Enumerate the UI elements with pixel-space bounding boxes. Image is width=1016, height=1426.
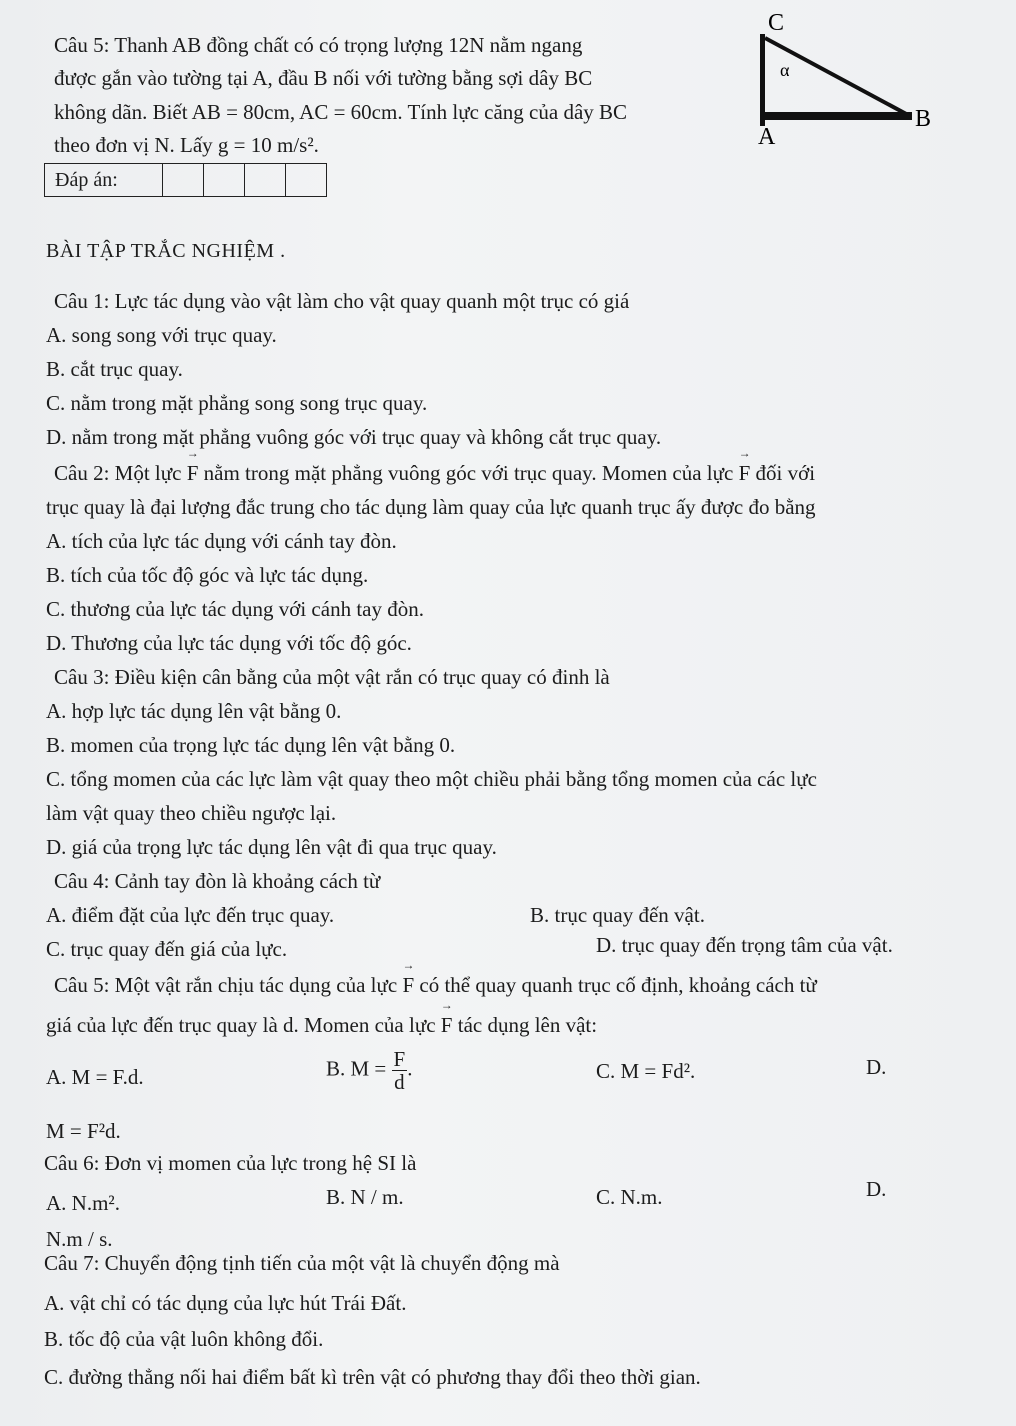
q5-stem-line-1: Câu 5: Một vật rắn chịu tác dụng của lực → F có thể quay quanh trục cố định, khoảng cách từ [54, 972, 817, 998]
q1-option-c: C. nằm trong mặt phẳng song song trục quay. [46, 391, 428, 415]
force-vector: → F [187, 460, 199, 486]
q6-option-d-value: N.m / s. [46, 1227, 113, 1251]
answer-cell[interactable] [245, 164, 286, 196]
q2-option-d: D. Thương của lực tác dụng với tốc độ góc. [46, 631, 412, 655]
label-a: A [758, 124, 776, 150]
q7-option-b: B. tốc độ của vật luôn không đổi. [44, 1327, 324, 1351]
q4-option-d: D. trục quay đến trọng tâm của vật. [596, 933, 893, 957]
answer-cell[interactable] [204, 164, 245, 196]
q4-option-a: A. điểm đặt của lực đến trục quay. [46, 903, 335, 927]
q2-option-a: A. tích của lực tác dụng với cánh tay đòn. [46, 529, 397, 553]
q2-option-c: C. thương của lực tác dụng với cánh tay đòn. [46, 597, 424, 621]
q7-option-a: A. vật chỉ có tác dụng của lực hút Trái Đất. [44, 1291, 407, 1315]
q5-stem-line-2: giá của lực đến trục quay là d. Momen của lực → F tác dụng lên vật: [46, 1012, 597, 1038]
q5-option-c: C. M = Fd². [596, 1059, 696, 1083]
q3-option-c-line-2: làm vật quay theo chiều ngược lại. [46, 801, 337, 825]
rod-wall-diagram [750, 4, 940, 154]
q1-option-b: B. cắt trục quay. [46, 357, 183, 381]
q5-essay-line-1: Câu 5: Thanh AB đồng chất có có trọng lượng 12N nằm ngang [54, 33, 583, 57]
answer-cell[interactable] [286, 164, 326, 196]
q5-essay-line-4: theo đơn vị N. Lấy g = 10 m/s². [54, 133, 319, 157]
label-alpha: α [780, 60, 790, 80]
q3-stem: Câu 3: Điều kiện cân bằng của một vật rắn có trục quay có đinh là [54, 665, 610, 689]
answer-box [44, 163, 327, 197]
q3-option-c-line-1: C. tổng momen của các lực làm vật quay theo một chiều phải bằng tổng momen của các lực [46, 767, 817, 791]
q1-option-d: D. nằm trong mặt phẳng vuông góc với trục quay và không cắt trục quay. [46, 425, 662, 449]
q5-option-b: B. M = $\frac{F}{d}$ . [326, 1047, 413, 1094]
force-vector: → F [739, 460, 751, 486]
q6-option-a: A. N.m². [46, 1191, 120, 1215]
q2-option-b: B. tích của tốc độ góc và lực tác dụng. [46, 563, 369, 587]
q2-stem-line-1: Câu 2: Một lực → F nằm trong mặt phẳng vuông góc với trục quay. Momen của lực → F đối với [54, 460, 815, 486]
q6-option-b: B. N / m. [326, 1185, 404, 1209]
q3-option-a: A. hợp lực tác dụng lên vật bằng 0. [46, 699, 342, 723]
answer-cell[interactable] [163, 164, 204, 196]
q5-essay-line-2: được gắn vào tường tại A, đầu B nối với tường bằng sợi dây BC [54, 66, 593, 90]
q5-option-d-label: D. [866, 1055, 887, 1079]
q2-stem-line-2: trục quay là đại lượng đắc trung cho tác dụng làm quay của lực quanh trục ấy được đo bằng [46, 495, 816, 519]
answer-label: Đáp án: [45, 164, 163, 196]
q3-option-d: D. giá của trọng lực tác dụng lên vật đi qua trục quay. [46, 835, 497, 859]
q1-option-a: A. song song với trục quay. [46, 323, 277, 347]
rod-ab [762, 112, 912, 120]
q5-option-d-value: M = F²d. [46, 1119, 121, 1143]
q5-option-a: A. M = F.d. [46, 1065, 144, 1089]
q6-option-c: C. N.m. [596, 1185, 663, 1209]
fraction: $\frac{F}{d}$ [393, 1047, 406, 1094]
q7-option-c: C. đường thẳng nối hai điểm bất kì trên vật có phương thay đổi theo thời gian. [44, 1365, 701, 1389]
q6-option-d-label: D. [866, 1177, 887, 1201]
q4-option-c: C. trục quay đến giá của lực. [46, 937, 288, 961]
q3-option-b: B. momen của trọng lực tác dụng lên vật bằng 0. [46, 733, 456, 757]
q4-option-b: B. trục quay đến vật. [530, 903, 705, 927]
q6-stem: Câu 6: Đơn vị momen của lực trong hệ SI là [44, 1151, 417, 1175]
q1-stem: Câu 1: Lực tác dụng vào vật làm cho vật quay quanh một trục có giá [54, 289, 630, 313]
label-b: B [915, 106, 932, 132]
force-vector: → F [402, 972, 414, 998]
force-vector: → F [441, 1012, 453, 1038]
q5-essay-line-3: không dãn. Biết AB = 80cm, AC = 60cm. Tính lực căng của dây BC [54, 100, 628, 124]
q4-stem: Câu 4: Cảnh tay đòn là khoảng cách từ [54, 869, 381, 893]
q7-stem: Câu 7: Chuyển động tịnh tiến của một vật là chuyển động mà [44, 1251, 560, 1275]
section-title: BÀI TẬP TRẮC NGHIỆM . [46, 240, 286, 262]
label-c: C [768, 10, 785, 36]
